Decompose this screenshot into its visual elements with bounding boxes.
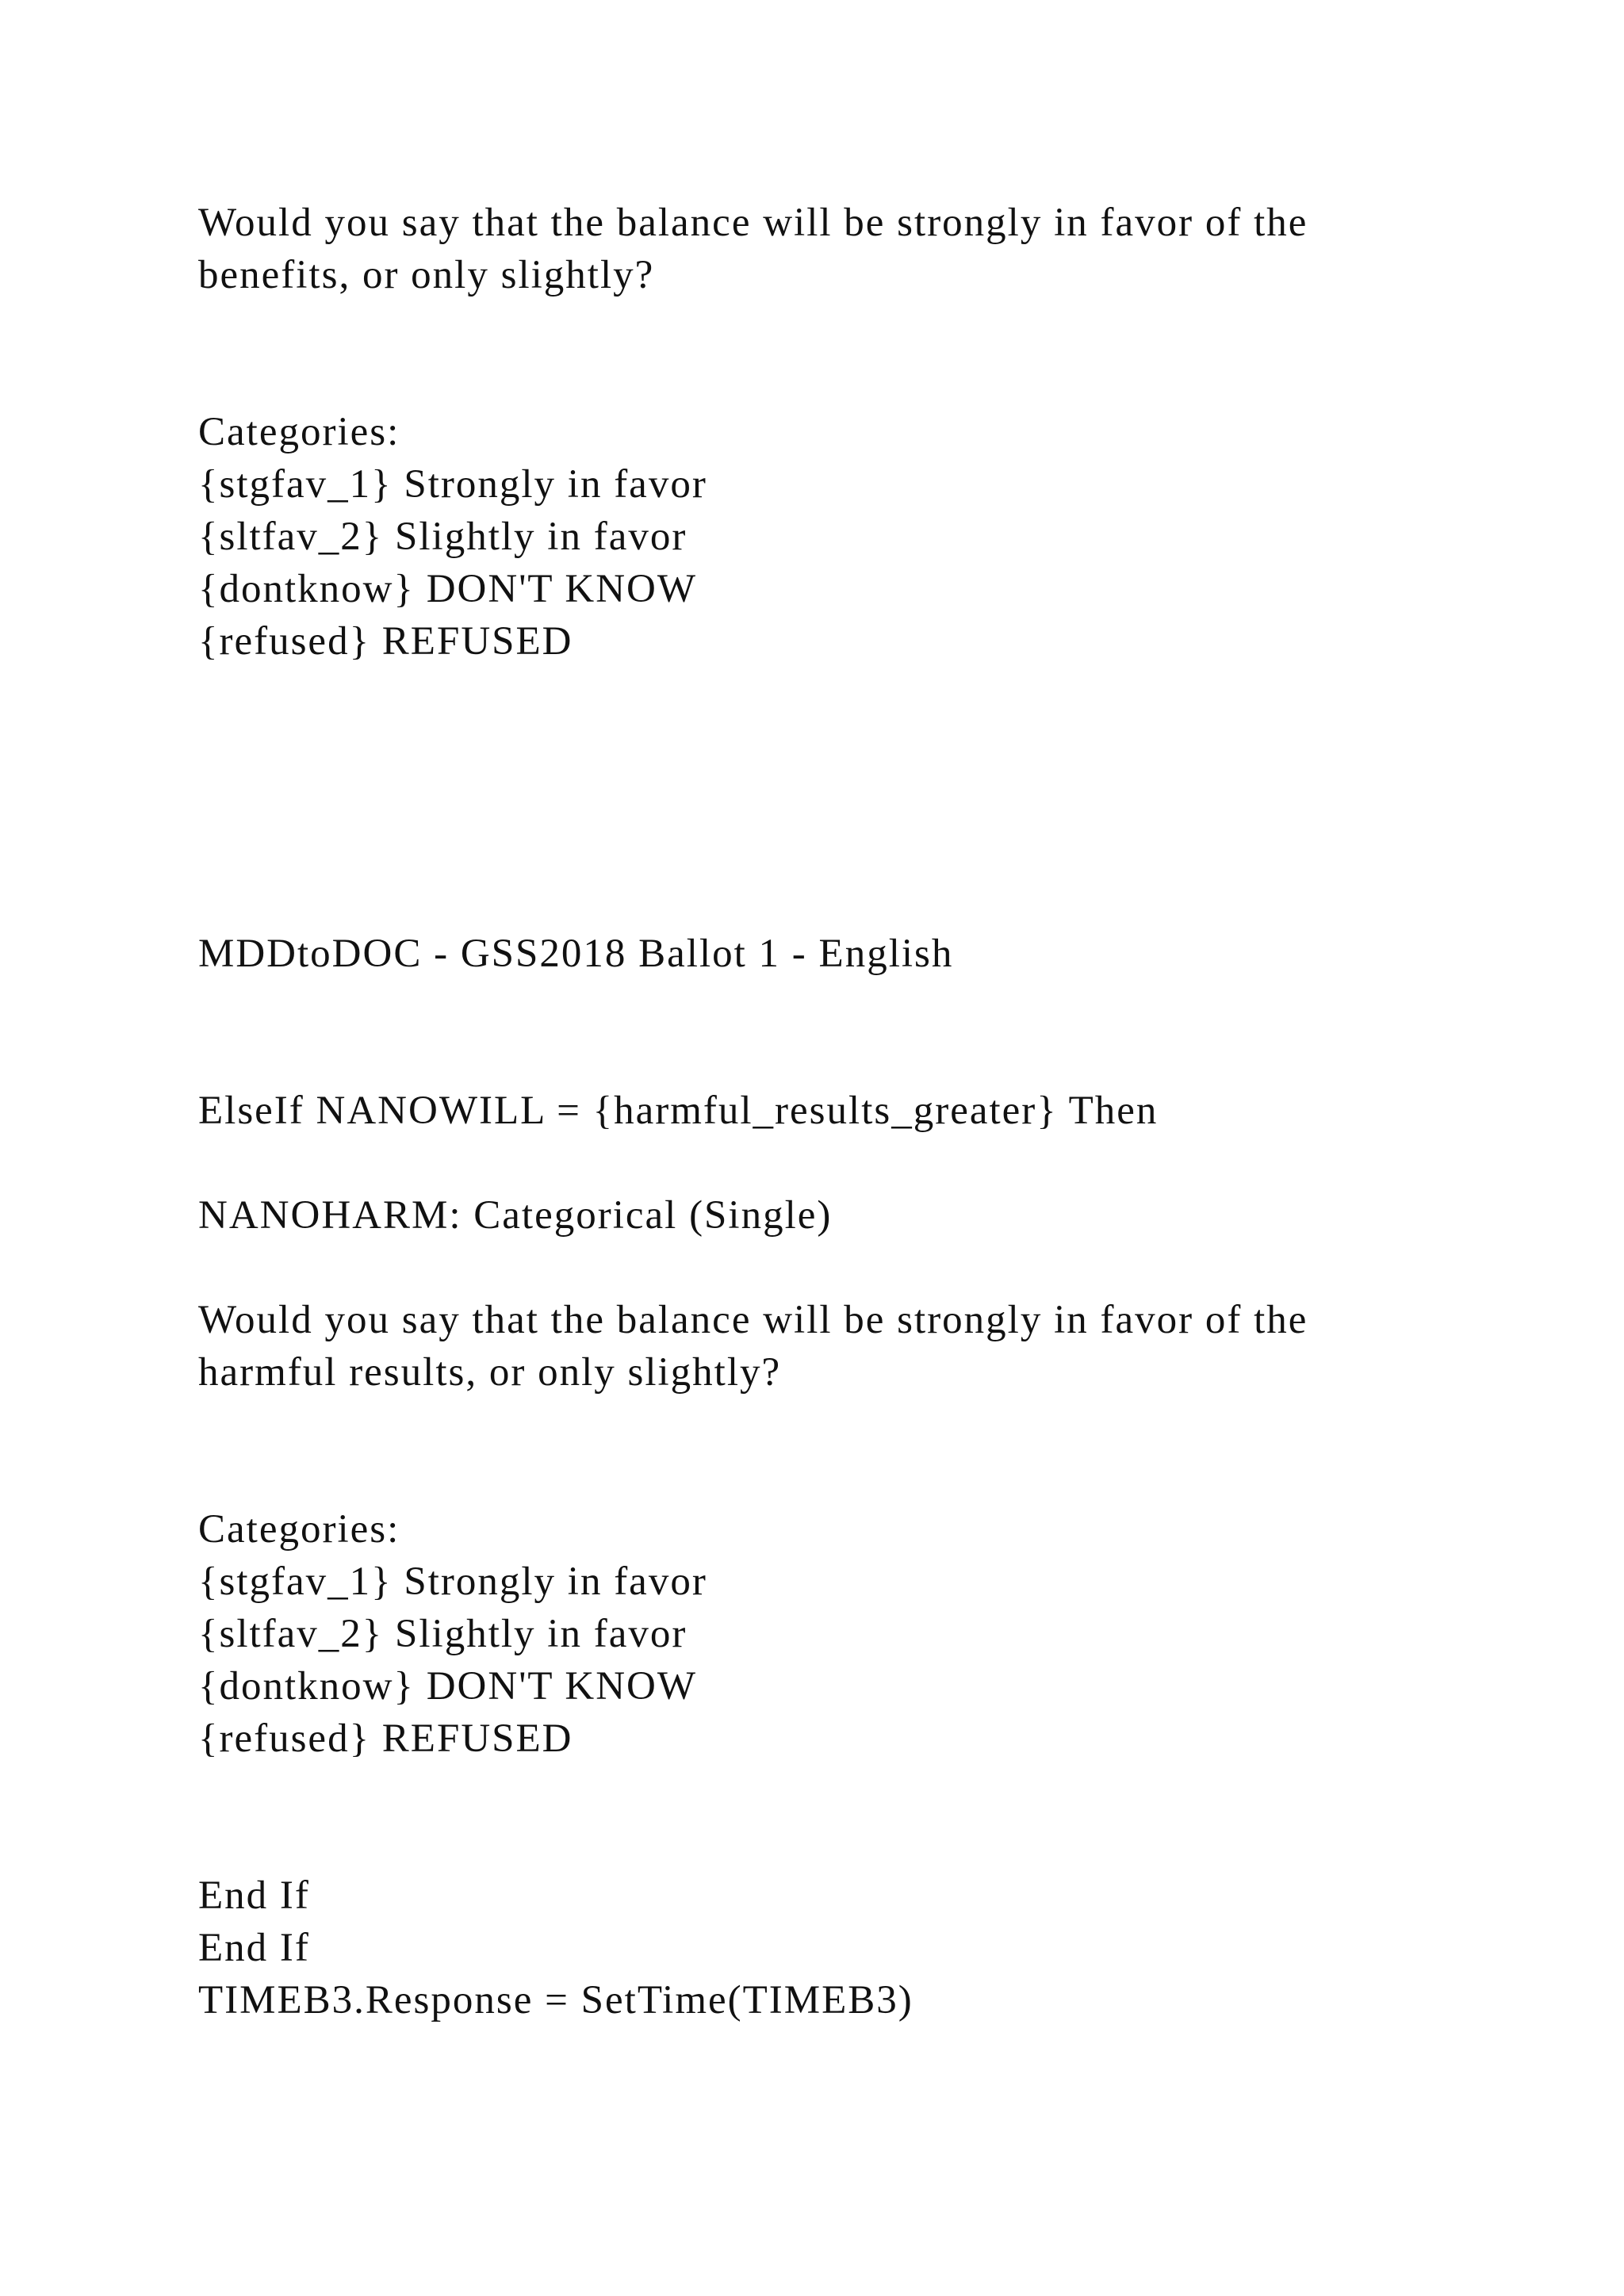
code-line: End If: [198, 1873, 310, 1918]
category-item: {refused} REFUSED: [198, 619, 573, 664]
category-item: {refused} REFUSED: [198, 1716, 573, 1761]
category-item: {stgfav_1} Strongly in favor: [198, 462, 707, 507]
document-header: MDDtoDOC - GSS2018 Ballot 1 - English: [198, 932, 954, 976]
variable-definition: NANOHARM: Categorical (Single): [198, 1193, 833, 1238]
category-item: {dontknow} DON'T KNOW: [198, 1664, 697, 1709]
category-item: {sltfav_2} Slightly in favor: [198, 515, 688, 559]
code-line: TIMEB3.Response = SetTime(TIMEB3): [198, 1978, 914, 2022]
code-line: End If: [198, 1926, 310, 1970]
question-text-harmful: Would you say that the balance will be strongly in favor of the harmful results, or only slightly?: [198, 1298, 1308, 1395]
question-text-benefits: Would you say that the balance will be strongly in favor of the benefits, or only slightly?: [198, 201, 1308, 297]
condition-line: ElseIf NANOWILL = {harmful_results_greater} Then: [198, 1089, 1159, 1133]
category-item: {dontknow} DON'T KNOW: [198, 567, 697, 611]
category-item: {stgfav_1} Strongly in favor: [198, 1559, 707, 1604]
category-item: {sltfav_2} Slightly in favor: [198, 1612, 688, 1656]
categories-label: Categories:: [198, 410, 400, 454]
categories-label: Categories:: [198, 1507, 400, 1552]
